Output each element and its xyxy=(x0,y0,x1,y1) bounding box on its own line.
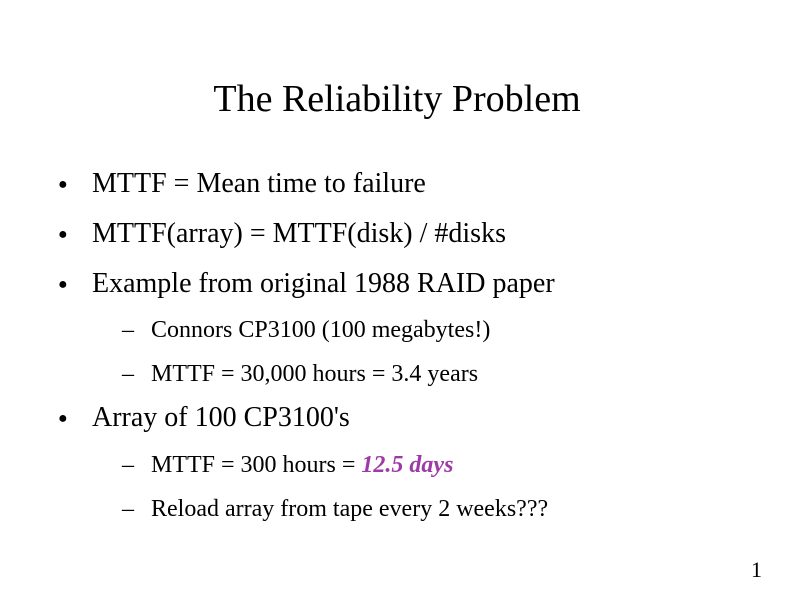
sub-item-text: MTTF = 300 hours = xyxy=(151,452,362,478)
bullet-icon: ● xyxy=(58,226,68,243)
sub-item-reload xyxy=(122,494,548,524)
dash-icon: – xyxy=(122,361,134,387)
bullet-item-mttf-array xyxy=(58,216,506,253)
bullet-text: Example from original 1988 RAID paper xyxy=(92,268,555,299)
sub-item-text: Reload array from tape every 2 weeks??? xyxy=(151,496,549,522)
dash-icon: – xyxy=(122,496,134,522)
bullet-text: MTTF = Mean time to failure xyxy=(92,168,426,199)
sub-item-text: Connors CP3100 (100 megabytes!) xyxy=(151,317,491,343)
bullet-text: Array of 100 CP3100's xyxy=(92,402,350,433)
bullet-icon: ● xyxy=(58,410,68,427)
sub-item-array-mttf xyxy=(122,450,453,480)
sub-item-connors xyxy=(122,315,490,345)
bullet-icon: ● xyxy=(58,276,68,293)
bullet-item-array-of-100 xyxy=(58,400,350,437)
dash-icon: – xyxy=(122,317,134,343)
sub-item-disk-mttf xyxy=(122,359,478,389)
bullet-icon: ● xyxy=(58,176,68,193)
bullet-item-raid-example xyxy=(58,266,555,303)
dash-icon: – xyxy=(122,452,134,478)
slide-title: The Reliability Problem xyxy=(213,78,581,120)
sub-item-text: MTTF = 30,000 hours = 3.4 years xyxy=(151,361,479,387)
page-number: 1 xyxy=(751,557,762,582)
highlight-days: 12.5 days xyxy=(361,452,454,478)
bullet-text: MTTF(array) = MTTF(disk) / #disks xyxy=(92,218,506,249)
bullet-item-mttf-definition xyxy=(58,166,426,203)
